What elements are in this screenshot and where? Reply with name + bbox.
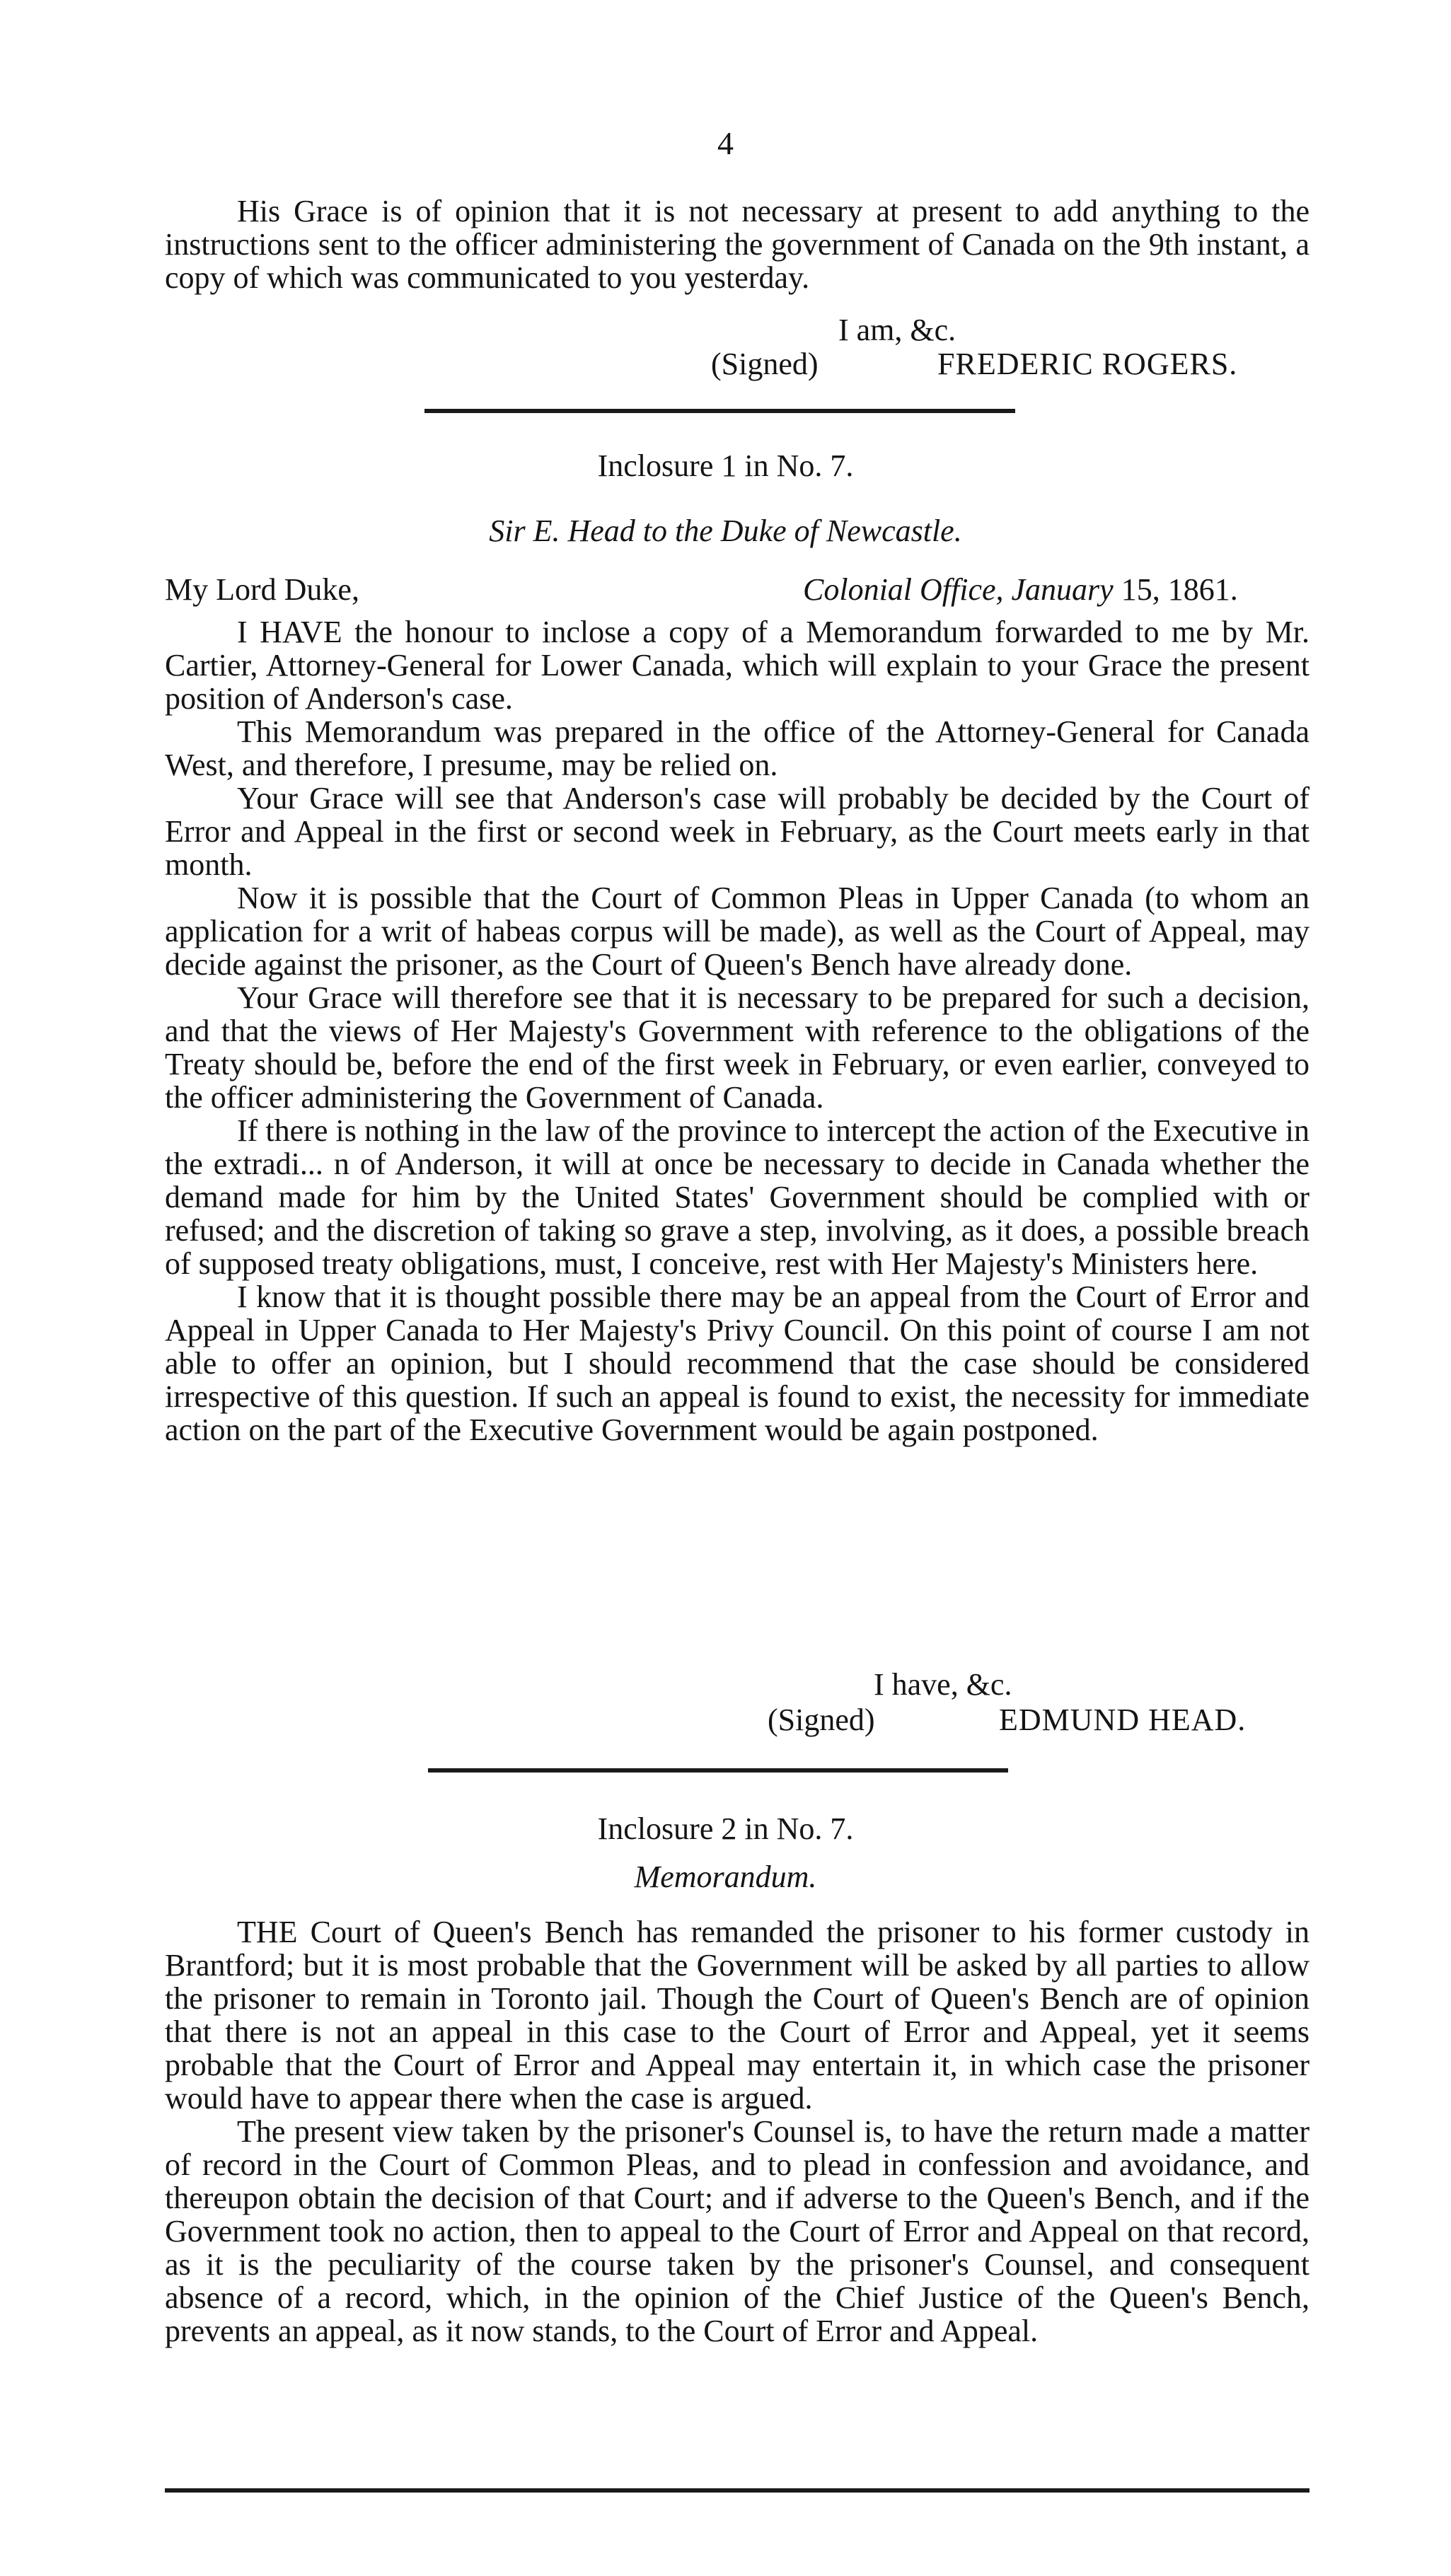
inclosure2-paragraph: THE Court of Queen's Bench has remanded the prisoner to his former custody in Brantford; but it is most probable that the Government will be asked by all parties to allow the prisoner to remain in Toronto jail. Though the Court of Queen's Bench are of opinion that there is not an appeal in this case to the Court of Error and Appeal, yet it seems probable that the Court of Error and Appeal may entertain it, in which case the prisoner would have to appear there when the case is argued.	[165, 1915, 1310, 2116]
divider-rule	[424, 409, 1015, 413]
letter-top-signer: FREDERIC ROGERS.	[937, 347, 1238, 381]
inclosure1-paragraph: This Memorandum was prepared in the office of the Attorney-General for Canada West, and therefore, I presume, may be relied on.	[165, 714, 1310, 782]
inclosure1-paragraph: I know that it is thought possible there may be an appeal from the Court of Error and Appeal in Upper Canada to Her Majesty's Privy Council. On this point of course I am not able to offer an opinion, but I should recommend that the case should be considered irrespective of this question. If such an appeal is found to exist, the necessity for immediate action on the part of the Executive Government would be again postponed.	[165, 1280, 1310, 1447]
divider-rule	[428, 1768, 1008, 1773]
bottom-rule	[165, 2488, 1310, 2493]
inclosure1-paragraph: Now it is possible that the Court of Common Pleas in Upper Canada (to whom an application for a writ of habeas corpus will be made), as well as the Court of Appeal, may decide against the prisoner, as the Court of Queen's Bench have already done.	[165, 881, 1310, 982]
inclosure2-paragraph: The present view taken by the prisoner's Counsel is, to have the return made a matter of record in the Court of Common Pleas, and to plead in confession and avoidance, and thereupon obtain the decision of that Court; and if adverse to the Queen's Bench, and if the Government took no action, then to appeal to the Court of Error and Appeal on that record, as it is the peculiarity of the course taken by the prisoner's Counsel, and consequent absence of a record, which, in the opinion of the Chief Justice of the Queen's Bench, prevents an appeal, as it now stands, to the Court of Error and Appeal.	[165, 2114, 1310, 2348]
letter-top-closing: I am, &c.	[838, 313, 956, 347]
inclosure1-heading: Inclosure 1 in No. 7.	[597, 448, 854, 483]
inclosure2-body	[165, 1915, 1310, 2348]
inclosure1-signer: EDMUND HEAD.	[999, 1702, 1247, 1737]
inclosure1-closing: I have, &c.	[874, 1667, 1012, 1702]
dateline	[803, 573, 1238, 607]
dateline-date: 15, 1861.	[1121, 572, 1238, 607]
page-number: 4	[717, 125, 734, 161]
dateline-place: Colonial Office, January	[803, 572, 1114, 607]
inclosure2-subheading: Memorandum.	[634, 1860, 817, 1894]
inclosure1-body	[165, 615, 1310, 1446]
letter-top-paragraph: His Grace is of opinion that it is not necessary at present to add anything to the instructions sent to the officer administering the government of Canada on the 9th instant, a copy of which was communicated to you yesterday.	[165, 194, 1310, 295]
letter-top-signed: (Signed)	[711, 347, 819, 381]
inclosure1-signed: (Signed)	[768, 1702, 875, 1737]
inclosure1-paragraph: If there is nothing in the law of the province to intercept the action of the Executive in the extradi... n of Anderson, it will at once be necessary to decide in Canada whether the demand made for him by the United States' Government should be complied with or refused; and the discretion of taking so grave a step, involving, as it does, a possible breach of supposed treaty obligations, must, I conceive, rest with Her Majesty's Ministers here.	[165, 1113, 1310, 1281]
inclosure1-paragraph: Your Grace will therefore see that it is necessary to be prepared for such a decision, and that the views of Her Majesty's Government with reference to the obligations of the Treaty should be, before the end of the first week in February, or even earlier, conveyed to the officer administering the Government of Canada.	[165, 980, 1310, 1115]
inclosure2-heading: Inclosure 2 in No. 7.	[597, 1811, 854, 1846]
inclosure1-paragraph: Your Grace will see that Anderson's case will probably be decided by the Court of Error and Appeal in the first or second week in February, as the Court meets early in that month.	[165, 781, 1310, 882]
inclosure1-paragraph: I HAVE the honour to inclose a copy of a Memorandum forwarded to me by Mr. Cartier, Attorney-General for Lower Canada, which will explain to your Grace the present position of Anderson's case.	[165, 615, 1310, 716]
inclosure1-subheading: Sir E. Head to the Duke of Newcastle.	[489, 514, 962, 548]
salutation: My Lord Duke,	[165, 572, 359, 607]
